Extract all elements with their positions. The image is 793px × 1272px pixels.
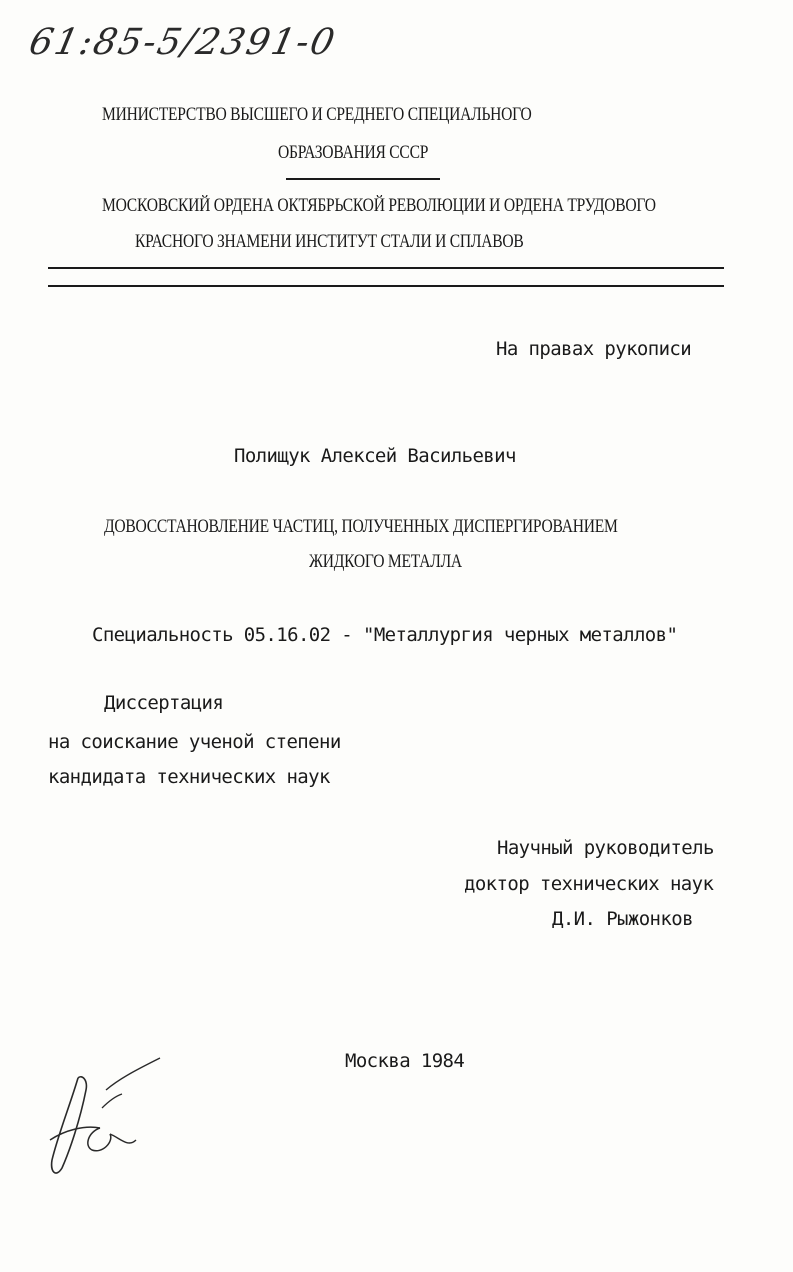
institute-line-1: МОСКОВСКИЙ ОРДЕНА ОКТЯБРЬСКОЙ РЕВОЛЮЦИИ И ОРДЕНА ТРУДОВОГО	[102, 195, 656, 216]
header-rule-1	[48, 267, 724, 269]
dissertation-line-3: кандидата технических наук	[48, 766, 330, 788]
header-rule-2	[48, 285, 724, 287]
dissertation-line-1: Диссертация	[104, 692, 224, 714]
supervisor-role: Научный руководитель	[497, 837, 714, 859]
specialty: Специальность 05.16.02 - "Металлургия черных металлов"	[92, 624, 678, 646]
archive-mark: 61:85-5/2391-0	[25, 22, 340, 63]
signature	[40, 1050, 170, 1190]
supervisor-degree: доктор технических наук	[464, 873, 714, 895]
header-divider-short	[286, 178, 440, 180]
city-year: Москва 1984	[345, 1050, 465, 1072]
ministry-line-1: МИНИСТЕРСТВО ВЫСШЕГО И СРЕДНЕГО СПЕЦИАЛЬНОГО	[102, 104, 532, 125]
supervisor-name: Д.И. Рыжонков	[552, 908, 693, 930]
title-line-1: ДОВОССТАНОВЛЕНИЕ ЧАСТИЦ, ПОЛУЧЕННЫХ ДИСПЕРГИРОВАНИЕМ	[104, 516, 618, 537]
rights-note: На правах рукописи	[496, 338, 692, 360]
title-line-2: ЖИДКОГО МЕТАЛЛА	[309, 551, 462, 572]
dissertation-line-2: на соискание ученой степени	[48, 731, 341, 753]
institute-line-2: КРАСНОГО ЗНАМЕНИ ИНСТИТУТ СТАЛИ И СПЛАВОВ	[135, 231, 524, 252]
ministry-line-2: ОБРАЗОВАНИЯ СССР	[278, 142, 429, 163]
author-name: Полищук Алексей Васильевич	[234, 445, 516, 467]
